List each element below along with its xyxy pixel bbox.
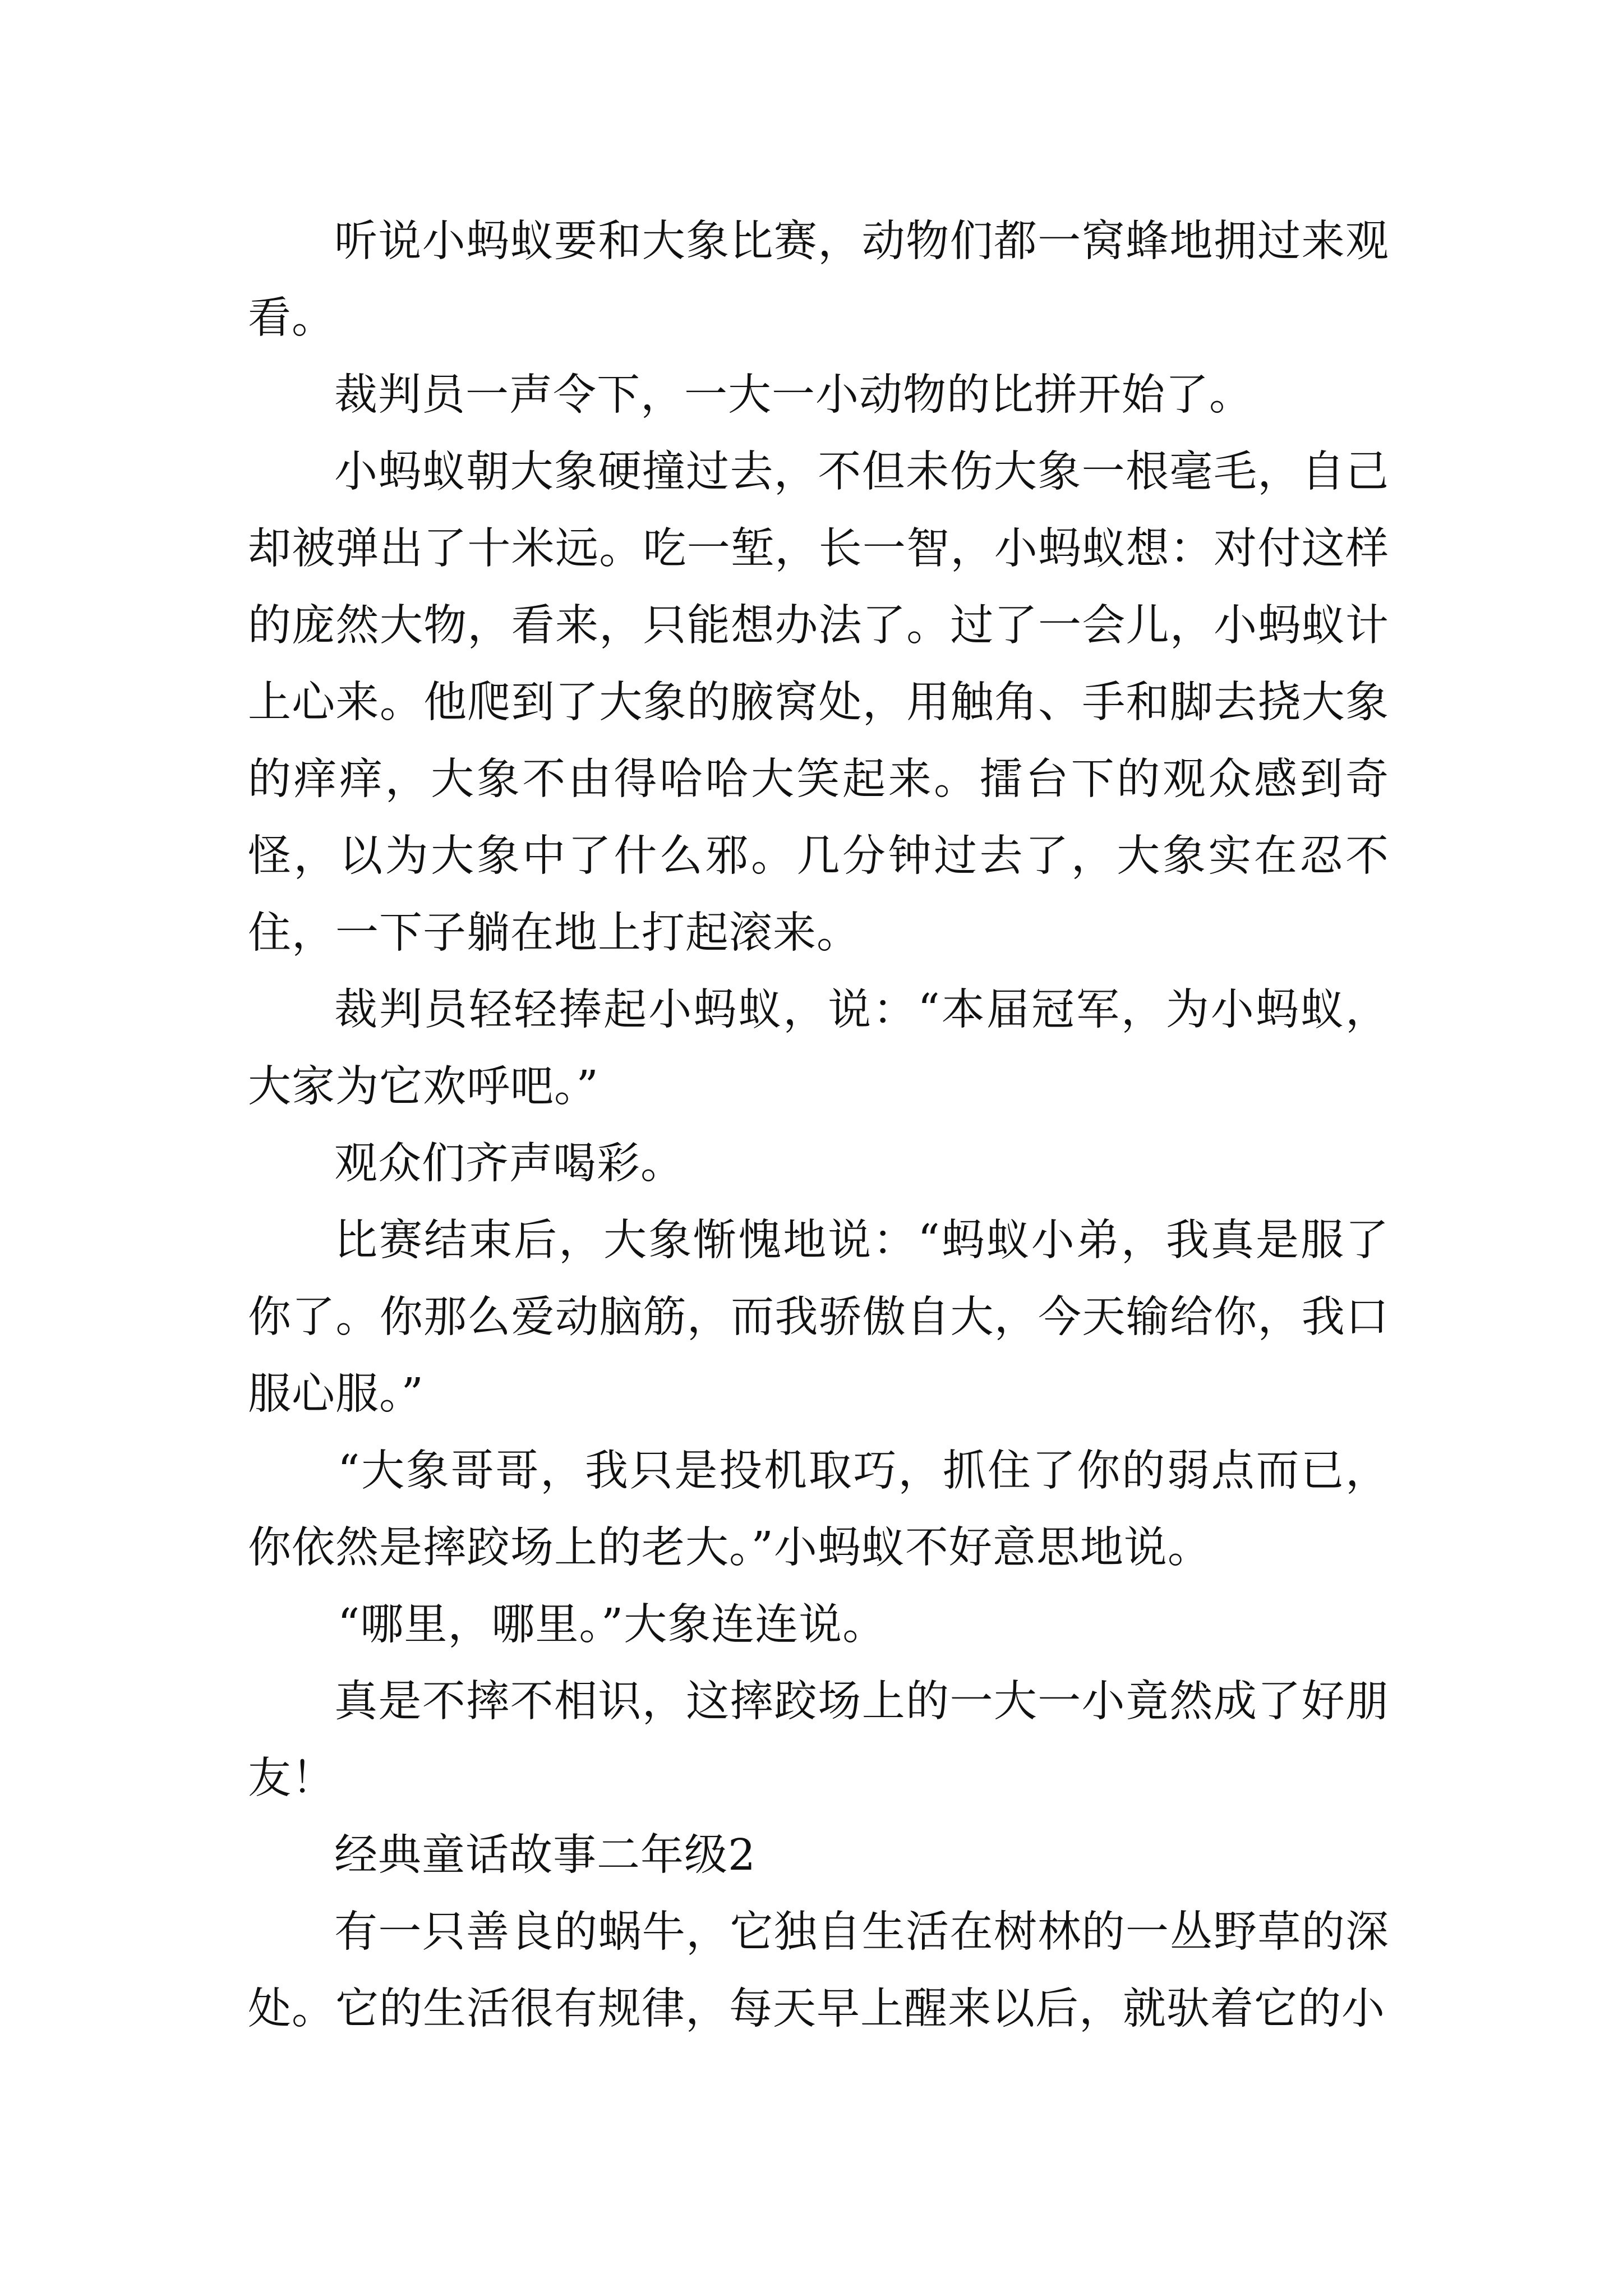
paragraph: 小蚂蚁朝大象硬撞过去，不但未伤大象一根毫毛，自己却被弹出了十米远。吃一堑，长一智，小蚂蚁想：对付这样的庞然大物，看来，只能想办法了。过了一会儿，小蚂蚁计上心来。他爬到了大象的腋窝处，用触角、手和脚去挠大象的痒痒，大象不由得哈哈大笑起来。擂台下的观众感到奇怪，以为大象中了什么邪。几分钟过去了，大象实在忍不住，一下子躺在地上打起滚来。 — [248, 447, 1389, 958]
paragraph: 观众们齐声喝彩。 — [334, 1139, 684, 1189]
paragraph: 裁判员一声令下，一大一小动物的比拼开始了。 — [334, 370, 1253, 420]
paragraph: “哪里，哪里。”大象连连说。 — [338, 1600, 887, 1650]
paragraph: 比赛结束后，大象惭愧地说：“蚂蚁小弟，我真是服了你了。你那么爱动脑筋，而我骄傲自大，今天输给你，我口服心服。” — [248, 1216, 1389, 1419]
paragraph: “大象哥哥，我只是投机取巧，抓住了你的弱点而已，你依然是摔跤场上的老大。”小蚂蚁不好意思地说。 — [248, 1446, 1389, 1573]
document-body — [248, 203, 1389, 2047]
section-heading: 经典童话故事二年级2 — [334, 1830, 756, 1880]
paragraph: 真是不摔不相识，这摔跤场上的一大一小竟然成了好朋友！ — [248, 1677, 1389, 1803]
paragraph: 裁判员轻轻捧起小蚂蚁，说：“本届冠军，为小蚂蚁，大家为它欢呼吧。” — [248, 985, 1389, 1112]
paragraph: 有一只善良的蜗牛，它独自生活在树林的一丛野草的深处。它的生活很有规律，每天早上醒来以后，就驮着它的小 — [248, 1907, 1389, 2034]
paragraph: 听说小蚂蚁要和大象比赛，动物们都一窝蜂地拥过来观看。 — [248, 217, 1389, 343]
